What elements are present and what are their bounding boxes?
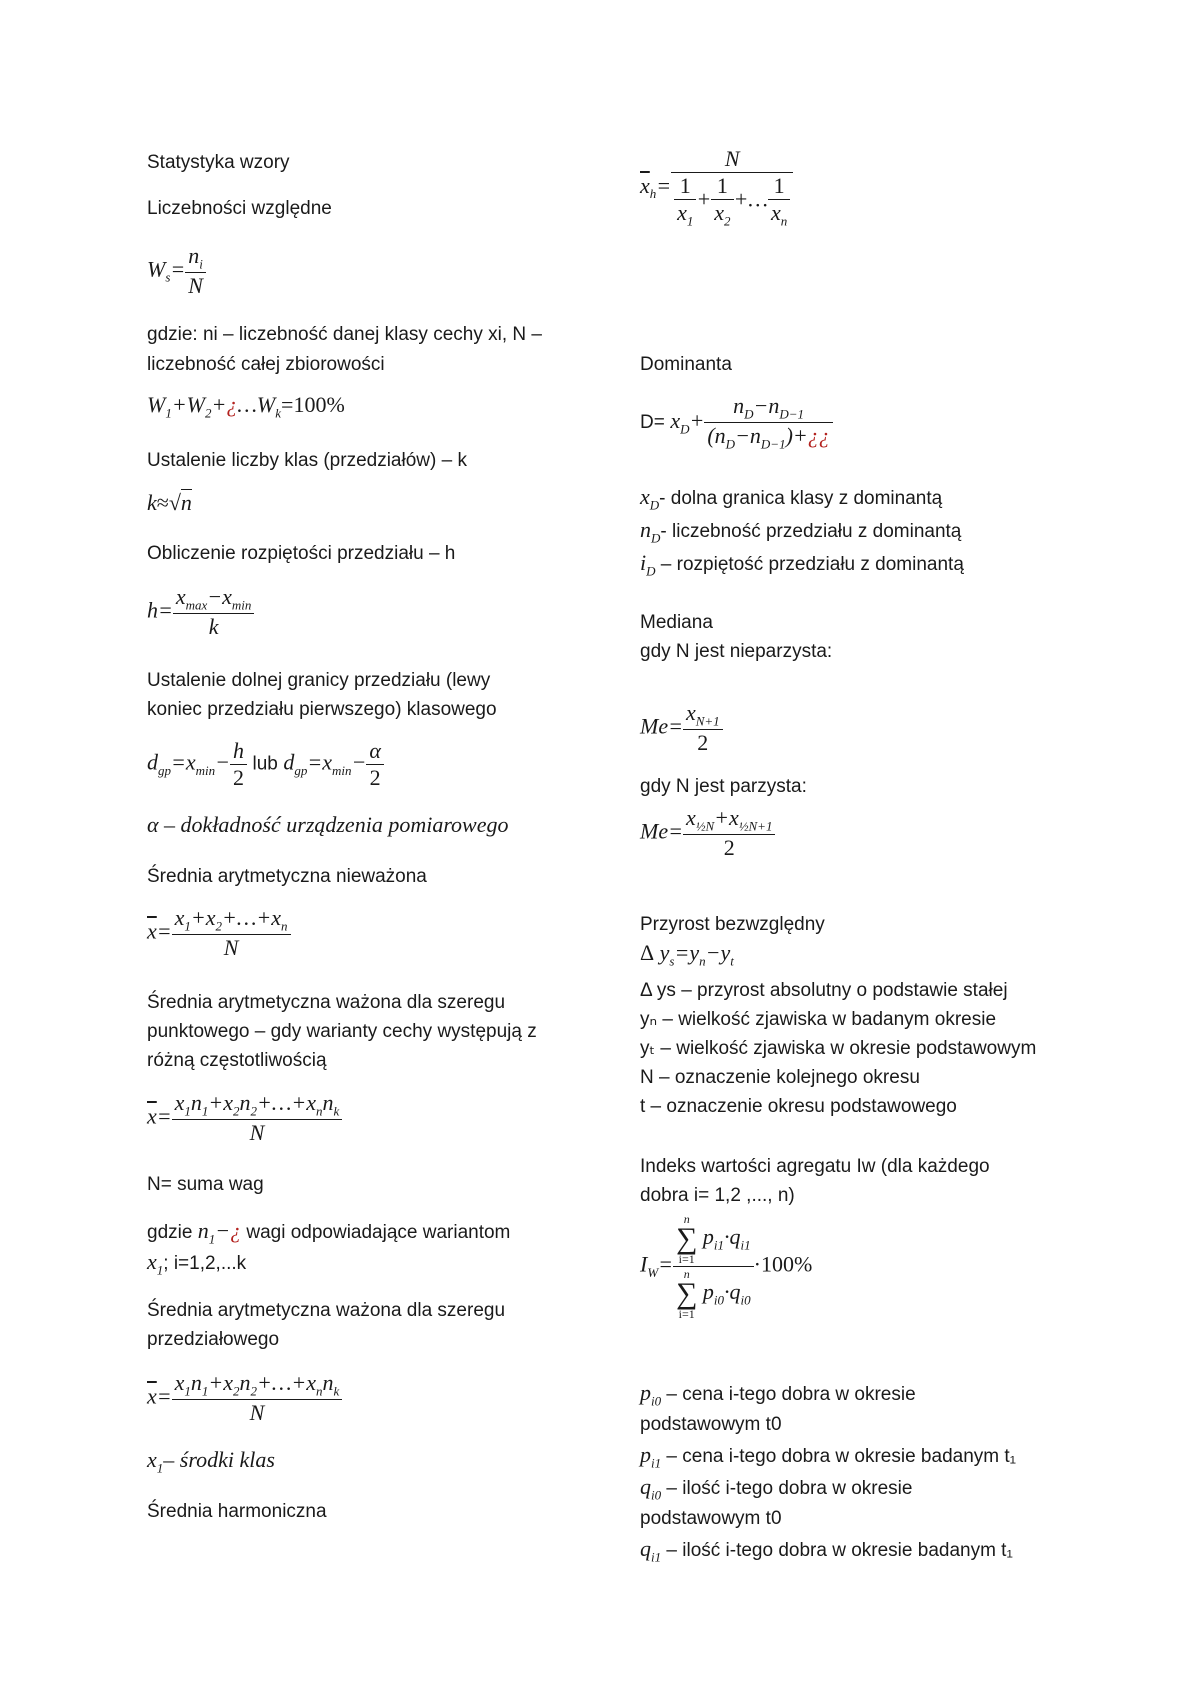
- note-pi0-line-1: $p_{i0}$ – cena i-tego dobra w okresie: [640, 1380, 916, 1409]
- formula-median-even: Me= $\frac{x_{\frac{1}{2}N}+x_{\frac{1}{2}N+1}}{2}$: [640, 805, 775, 861]
- formula-weighted-mean-interval: $\overline{x}=$ $\frac{x_1n_1+x_2n_2+\dots+x_nn_k}{N}$: [147, 1370, 342, 1426]
- document-title: Statystyka wzory: [147, 152, 290, 173]
- heading-median: Mediana: [640, 612, 713, 633]
- note-ys: Δ ys – przyrost absolutny o podstawie stałej: [640, 980, 1008, 1001]
- heading-dominant: Dominanta: [640, 354, 732, 375]
- median-odd-label: gdy N jest nieparzysta:: [640, 641, 833, 662]
- heading-weighted-mean-point-2: punktowego – gdy warianty cechy występują z: [147, 1021, 537, 1042]
- lub-text: lub: [252, 753, 278, 775]
- formula-median-odd: Me= $\frac{x_{N+1}}{2}$: [640, 700, 723, 756]
- note-qi0-line-2: podstawowym t0: [640, 1508, 782, 1529]
- heading-relative-frequencies: Liczebności względne: [147, 198, 332, 219]
- note-id: $i_D$ – rozpiętość przedziału z dominantą: [640, 550, 964, 579]
- note-ni-definition: gdzie: ni – liczebność danej klasy cechy xi, N –: [147, 324, 542, 345]
- note-nd: $n_D-$ liczebność przedziału z dominantą: [640, 517, 962, 546]
- note-weights-line-2: $x_1$; i=1,2,...k: [147, 1249, 247, 1278]
- note-xd: $x_D-$ dolna granica klasy z dominantą: [640, 484, 943, 513]
- formula-number-of-classes: k≈√n: [147, 490, 192, 515]
- note-population-size: liczebność całej zbiorowości: [147, 354, 385, 375]
- heading-aggregate-index-2: dobra i= 1,2 ,..., n): [640, 1185, 795, 1206]
- note-qi0-line-1: $q_{i0}$ – ilość i-tego dobra w okresie: [640, 1474, 913, 1503]
- note-N: N – oznaczenie kolejnego okresu: [640, 1067, 920, 1088]
- note-weights-line-1: gdzie $n_1-¿$ wagi odpowiadające wariantom: [147, 1218, 511, 1247]
- heading-weighted-mean-interval-1: Średnia arytmetyczna ważona dla szeregu: [147, 1300, 506, 1321]
- formula-lower-bound: $d_{gp}=x_{min}-$ $\frac{h}{2}$ lub $d_{gp}=x_{min}-$ $\frac{\alpha}{2}$: [147, 738, 384, 791]
- formula-absolute-increase: Δ $y_s=y_n-y_t$: [640, 940, 734, 969]
- heading-interval-width: Obliczenie rozpiętości przedziału – h: [147, 543, 456, 564]
- formula-unweighted-mean: $\overline{x}=$ $\frac{x_1+x_2+\dots+x_n}{N}$: [147, 905, 291, 961]
- heading-absolute-increase: Przyrost bezwzględny: [640, 914, 825, 935]
- formula-interval-width: h= $\frac{x_{max}-x_{min}}{k}$: [147, 584, 254, 640]
- formula-relative-frequency: $W_s=$ $\frac{n_i}{N}$: [147, 243, 206, 299]
- note-t: t – oznaczenie okresu podstawowego: [640, 1096, 957, 1117]
- formula-sum-of-frequencies: $W_1+W_2+¿\dots W_k=100\%$: [147, 392, 345, 421]
- note-class-midpoints: $x_1-$ środki klas: [147, 1447, 275, 1476]
- note-pi0-line-2: podstawowym t0: [640, 1414, 782, 1435]
- formula-aggregate-index: $I_W=$ n ∑ i=1 $p_{i1}\cdot q_{i1}$ n ∑ i=1 $p_{i0}\cdot q_{i0}$ ·100%: [640, 1212, 813, 1321]
- formula-weighted-mean-point: $\overline{x}=$ $\frac{x_1n_1+x_2n_2+\dots+x_nn_k}{N}$: [147, 1090, 342, 1146]
- heading-unweighted-mean: Średnia arytmetyczna nieważona: [147, 866, 427, 887]
- heading-weighted-mean-point-1: Średnia arytmetyczna ważona dla szeregu: [147, 992, 506, 1013]
- note-alpha-precision: α – dokładność urządzenia pomiarowego: [147, 812, 509, 837]
- heading-weighted-mean-interval-2: przedziałowego: [147, 1329, 280, 1350]
- note-qi1: $q_{i1}$ – ilość i-tego dobra w okresie badanym t₁: [640, 1536, 1013, 1565]
- median-even-label: gdy N jest parzysta:: [640, 776, 807, 797]
- note-yn: yₙ – wielkość zjawiska w badanym okresie: [640, 1009, 997, 1030]
- formula-dominant: $D= x_D+$ $\frac{n_D-n_{D-1}}{(n_D-n_{D-1})+¿¿}$: [640, 393, 833, 453]
- heading-harmonic-mean: Średnia harmoniczna: [147, 1501, 327, 1522]
- heading-weighted-mean-point-3: różną częstotliwością: [147, 1050, 327, 1071]
- note-yt: yₜ – wielkość zjawiska w okresie podstawowym: [640, 1038, 1037, 1059]
- heading-aggregate-index-1: Indeks wartości agregatu Iw (dla każdego: [640, 1156, 990, 1177]
- heading-lower-bound-2: koniec przedziału pierwszego) klasowego: [147, 699, 497, 720]
- heading-lower-bound-1: Ustalenie dolnej granicy przedziału (lewy: [147, 670, 491, 691]
- formula-harmonic-mean: $\overline{x}_h=$ N $\frac{1}{x_1}$ + $\frac{1}{x_2}$ +… $\frac{1}{x_n}$: [640, 146, 793, 229]
- note-n-sum-of-weights: N= suma wag: [147, 1174, 264, 1195]
- note-pi1: $p_{i1}$ – cena i-tego dobra w okresie badanym t₁: [640, 1442, 1017, 1471]
- heading-number-of-classes: Ustalenie liczby klas (przedziałów) – k: [147, 450, 467, 471]
